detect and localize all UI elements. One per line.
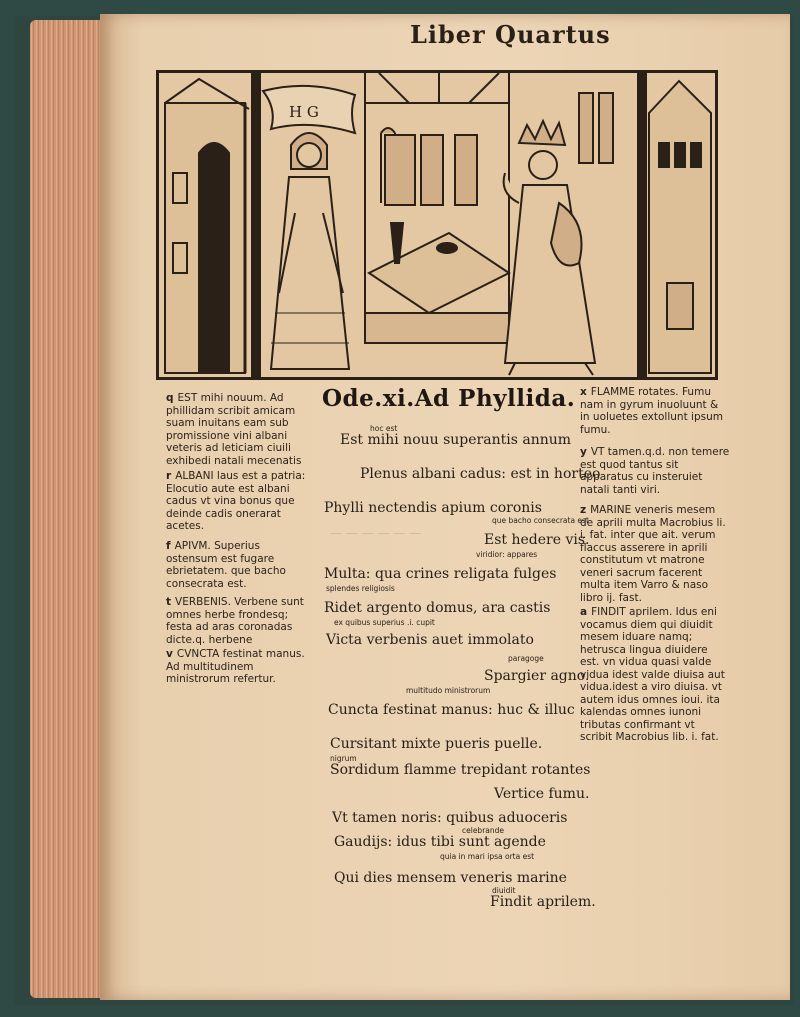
verse-line: Cuncta festinat manus: huc & illuc [328, 702, 575, 718]
gloss-left-3 [166, 540, 314, 590]
gloss-mark: t [166, 596, 172, 608]
verse-line: Spargier agno. [484, 668, 590, 684]
banner-text: H G [289, 103, 319, 121]
interlinear-gloss: multitudo ministrorum [406, 686, 491, 695]
left-building [165, 79, 249, 373]
gloss-left-4 [166, 596, 314, 646]
verse-line: Phylli nectendis apium coronis [324, 500, 542, 516]
gloss-mark: x [580, 386, 587, 398]
interior-room [365, 73, 509, 343]
gloss-text: APIVM. Superius ostensum est fugare ebrietatem. que bacho consecrata est. [166, 540, 286, 590]
gloss-right-4 [580, 606, 730, 744]
interlinear-gloss: hoc est [370, 424, 398, 433]
gloss-text: FLAMME rotates. Fumu nam in gyrum inuoluunt & in uoluetes extollunt ipsum fumu. [580, 386, 723, 436]
interlinear-gloss: viridior: appares [476, 550, 538, 559]
gloss-right-2 [580, 446, 730, 496]
gloss-mark: f [166, 540, 171, 552]
interlinear-gloss: celebrande [462, 826, 505, 835]
gloss-text: VT tamen.q.d. non temere est quod tantus sit apparatus cu insteruiet natali tanti viri. [580, 446, 730, 496]
verse-line: Gaudijs: idus tibi sunt agende [334, 834, 546, 850]
right-pillar [637, 73, 647, 377]
verse-line: Plenus albani cadus: est in horteo [360, 466, 601, 482]
illustration-rule [160, 377, 715, 379]
verse-line: Victa verbenis auet immolato [326, 632, 534, 648]
interlinear-gloss: ex quibus superius .i. cupit [334, 618, 435, 627]
gloss-mark: q [166, 392, 174, 404]
interlinear-gloss: paragoge [508, 654, 544, 663]
gloss-text: EST mihi nouum. Ad phillidam scribit amicam suam inuitans eam sub promissione vini albani veteris ad leticiam ciuili exhibedi natali mecenatis [166, 392, 302, 467]
verse-line: Multa: qua crines religata fulges [324, 566, 557, 582]
verse-line: Ridet argento domus, ara castis [324, 600, 551, 616]
gloss-text: VERBENIS. Verbene sunt omnes herbe frondesq; festa ad aras coronadas dicte.q. herbene [166, 596, 304, 646]
verse-line: Est mihi nouu superantis annum [340, 432, 572, 448]
gloss-text: FINDIT aprilem. Idus eni vocamus diem qui diuidit mesem iduare namq; hetrusca lingua diuidere est. vn vidua quasi valde vidua idest valde diuisa aut vidua.idest a viro diuisa. vt autem idus omnes ioui. ita kalendas omnes iunoni tributas confirmant vt scribit Macrobius lib. i. fat. [580, 606, 725, 743]
verse-line: Est hedere vis. [484, 532, 590, 548]
running-head: Liber Quartus [410, 20, 611, 49]
gloss-left-1 [166, 392, 314, 467]
verse-line: Cursitant mixte pueris puelle. [330, 736, 543, 752]
gloss-left-5 [166, 648, 314, 686]
woman-figure [271, 133, 349, 369]
gloss-mark: z [580, 504, 587, 516]
gloss-text: CVNCTA festinat manus. Ad multitudinem ministrorum refertur. [166, 648, 305, 685]
interlinear-gloss: quia in mari ipsa orta est [440, 852, 535, 861]
verse-line: Vertice fumu. [494, 786, 590, 802]
gloss-left-2 [166, 470, 314, 533]
interlinear-gloss: diuidit [492, 886, 516, 895]
verse-line: Vt tamen noris: quibus aduoceris [332, 810, 568, 826]
woodcut-drawing [159, 73, 715, 377]
gloss-right-3 [580, 504, 730, 604]
ode-title: Ode.xi.Ad Phyllida. [322, 385, 576, 412]
woodcut-illustration [156, 70, 718, 380]
gloss-right-1 [580, 386, 730, 436]
gloss-mark: y [580, 446, 587, 458]
interlinear-gloss: nigrum [330, 754, 357, 763]
verse-line: Findit aprilem. [490, 894, 596, 910]
gloss-text: ALBANI laus est a patria: Elocutio aute est albani cadus vt vina bonus que deinde cadis onerarat acetes. [166, 470, 306, 532]
left-pillar [251, 73, 261, 377]
verse-line: Qui dies mensem veneris marine [334, 870, 567, 886]
gloss-text: MARINE veneris mesem de aprili multa Macrobius li. i. fat. inter que ait. verum flaccus asserere in aprili constitutum vt matrone veneri sacrum facerent multa item Varro & naso libro ij. fast. [580, 504, 726, 604]
interlinear-gloss: que bacho consecrata est [492, 516, 589, 525]
interlinear-gloss: splendes religiosis [326, 584, 395, 593]
gloss-mark: r [166, 470, 172, 482]
gloss-mark: a [580, 606, 588, 618]
right-building [649, 81, 711, 373]
right-window [579, 93, 613, 163]
banner-scroll [263, 86, 355, 133]
gloss-mark: v [166, 648, 173, 660]
bleed-through-text: — — — — — — [330, 526, 422, 540]
verse-line: Sordidum flamme trepidant rotantes [330, 762, 591, 778]
